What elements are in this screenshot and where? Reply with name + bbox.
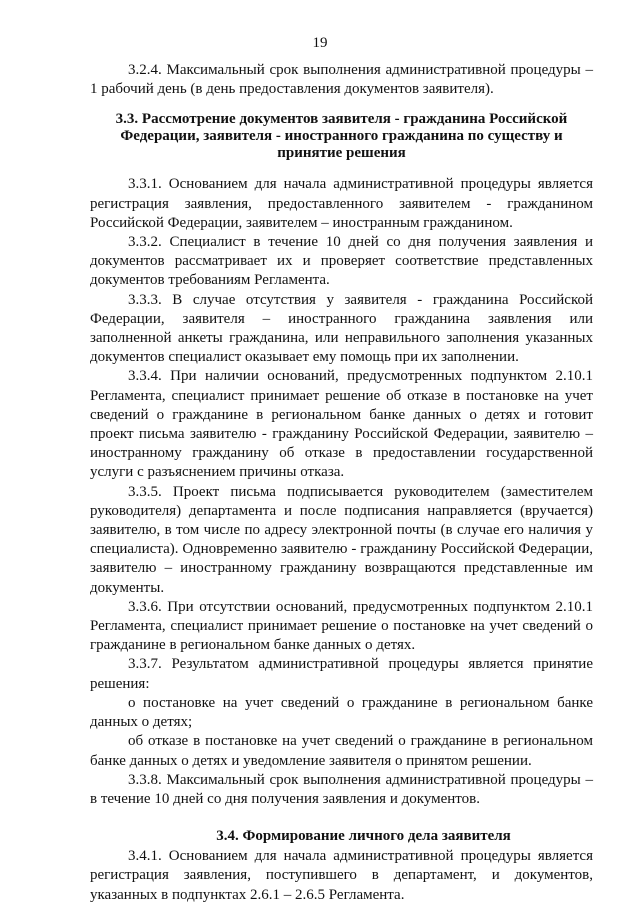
paragraph-3-3-3: 3.3.3. В случае отсутствия у заявителя - гражданина Российской Федерации, заявителя – иностранного гражданина заявления или заполненной анкеты гражданина, или неправильного заполнения указанных документов специалист оказывает ему помощь при их заполнении. — [90, 291, 593, 366]
paragraph-3-3-4: 3.3.4. При наличии оснований, предусмотренных подпунктом 2.10.1 Регламента, специалист принимает решение об отказе в постановке на учет сведений о гражданине в региональном банке данных о детях и готовит проект письма заявителю - гражданину Российской Федерации, заявителю – иностранному гражданину об отказе в предоставлении государственной услуги с разъяснением причины отказа. — [90, 368, 593, 481]
paragraph-3-4-1: 3.4.1. Основанием для начала административной процедуры является регистрация заявления, поступившего в департамент, и документов, указанных в подпунктах 2.6.1 – 2.6.5 Регламента. — [90, 848, 593, 903]
paragraph-3-3-6: 3.3.6. При отсутствии оснований, предусмотренных подпунктом 2.10.1 Регламента, специалист принимает решение о постановке на учет сведений о гражданине в региональном банке данных о детях. — [90, 598, 593, 654]
paragraph-3-3-7: 3.3.7. Результатом административной процедуры является принятие решения: — [90, 656, 593, 692]
paragraph-3-3-7-option-2: об отказе в постановке на учет сведений о гражданине в региональном банке данных о детях и уведомление заявителя о принятом решении. — [90, 733, 593, 769]
section-heading-3-4: 3.4. Формирование личного дела заявителя — [216, 828, 511, 845]
paragraph-3-3-7-option-1: о постановке на учет сведений о гражданине в региональном банке данных о детях; — [90, 694, 593, 731]
section-heading-3-3: 3.3. Рассмотрение документов заявителя - гражданина Российской Федерации, заявителя - иностранного гражданина по существу и принятие решения — [115, 111, 568, 162]
page-number: 19 — [312, 35, 328, 51]
paragraph-3-2-4: 3.2.4. Максимальный срок выполнения административной процедуры – 1 рабочий день (в день предоставления документов заявителя). — [90, 62, 593, 98]
document-body — [90, 61, 593, 905]
paragraph-3-3-2: 3.3.2. Специалист в течение 10 дней со дня получения заявления и документов рассматривает их и проверяет соответствие представленных документов требованиям Регламента. — [90, 234, 593, 289]
paragraph-3-3-8: 3.3.8. Максимальный срок выполнения административной процедуры – в течение 10 дней со дня получения заявления и документов. — [90, 771, 593, 807]
paragraph-3-3-5: 3.3.5. Проект письма подписывается руководителем (заместителем руководителя) департамента и после подписания направляется (вручается) заявителю, в том числе по адресу электронной почты (в случае его наличия у специалиста). Одновременно заявителю - гражданину Российской Федерации, заявителю – иностранному гражданину возвращаются представленные им документы. — [90, 483, 593, 596]
paragraph-3-3-1: 3.3.1. Основанием для начала административной процедуры является регистрация заявления, предоставленного заявителем - гражданином Российской Федерации, заявителем – иностранным гражданином. — [90, 176, 593, 231]
